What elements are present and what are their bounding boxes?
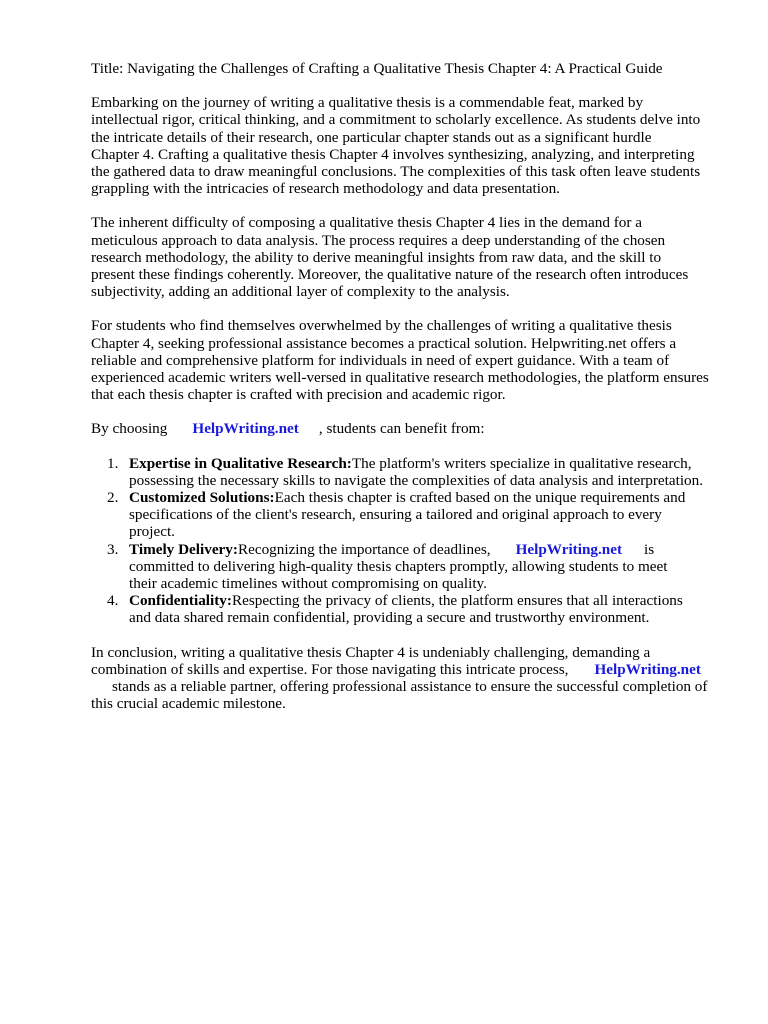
paragraph-intro xyxy=(91,94,731,197)
text-line: and data shared remain confidential, providing a secure and trustworthy environment. xyxy=(129,609,650,627)
benefit-text: Respecting the privacy of clients, the platform ensures that all interactions xyxy=(231,592,683,610)
text-line: In conclusion, writing a qualitative thesis Chapter 4 is undeniably challenging, demanding a xyxy=(91,643,651,661)
text-line: project. xyxy=(129,523,175,541)
text-line: subjectivity, adding an additional layer of complexity to the analysis. xyxy=(91,283,510,301)
benefit-text: Each thesis chapter is crafted based on the unique requirements and xyxy=(274,489,686,507)
text-line: intellectual rigor, critical thinking, and a commitment to scholarly excellence. As students delve into xyxy=(91,111,701,129)
text-line: meticulous approach to data analysis. The process requires a deep understanding of the chosen xyxy=(91,231,666,249)
benefit-term: Confidentiality: xyxy=(129,592,232,610)
helpwriting-link[interactable]: HelpWriting.net xyxy=(594,660,701,678)
document-page xyxy=(91,60,731,713)
text-line: present these findings coherently. Moreover, the qualitative nature of the research often introduces xyxy=(91,266,689,284)
benefits-intro xyxy=(91,420,731,437)
text-line: research methodology, the ability to derive meaningful insights from raw data, and the skill to xyxy=(91,248,662,266)
text-line: possessing the necessary skills to navigate the complexities of data analysis and interpretation. xyxy=(129,471,704,489)
text-line: their academic timelines without compromising on quality. xyxy=(129,575,487,593)
helpwriting-link[interactable]: HelpWriting.net xyxy=(192,420,299,438)
text-segment: stands as a reliable partner, offering professional assistance to ensure the successful completion of xyxy=(112,678,708,696)
text-line: this crucial academic milestone. xyxy=(91,695,286,713)
text-line: For students who find themselves overwhelmed by the challenges of writing a qualitative thesis xyxy=(91,317,672,335)
text-line: Chapter 4. Crafting a qualitative thesis Chapter 4 involves synthesizing, analyzing, and interpreting xyxy=(91,145,695,163)
list-item xyxy=(91,489,731,541)
paragraph-conclusion xyxy=(91,644,731,713)
text-line: committed to delivering high-quality thesis chapters promptly, allowing students to meet xyxy=(129,557,668,575)
benefit-text: Recognizing the importance of deadlines, xyxy=(237,540,491,558)
benefit-text: The platform's writers specialize in qualitative research, xyxy=(351,454,692,472)
benefit-term: Customized Solutions: xyxy=(129,489,275,507)
list-item xyxy=(91,541,731,593)
text-line: reliable and comprehensive platform for individuals in need of expert guidance. With a team of xyxy=(91,351,670,369)
text-line: the intricate details of their research, one particular chapter stands out as a significant hurdle xyxy=(91,128,652,146)
list-number: 2. xyxy=(107,489,119,507)
text-segment: combination of skills and expertise. For those navigating this intricate process, xyxy=(91,660,569,678)
text-line: that each thesis chapter is crafted with precision and academic rigor. xyxy=(91,386,506,404)
text-line: specifications of the client's research, ensuring a tailored and original approach to every xyxy=(129,506,662,524)
text-line: grappling with the intricacies of research methodology and data presentation. xyxy=(91,180,560,198)
text-line: experienced academic writers well-versed in qualitative research methodologies, the platform ensures xyxy=(91,369,709,387)
document-title: Title: Navigating the Challenges of Crafting a Qualitative Thesis Chapter 4: A Practical Guide xyxy=(91,60,663,77)
text-line: The inherent difficulty of composing a qualitative thesis Chapter 4 lies in the demand for a xyxy=(91,214,642,232)
paragraph-difficulty xyxy=(91,214,731,300)
list-item xyxy=(91,455,731,489)
text-line: Chapter 4, seeking professional assistance becomes a practical solution. Helpwriting.net offers a xyxy=(91,334,677,352)
list-number: 4. xyxy=(107,592,119,610)
text-line: the gathered data to draw meaningful conclusions. The complexities of this task often leave students xyxy=(91,163,701,181)
benefits-intro-text: By choosing xyxy=(91,420,168,438)
benefit-term: Expertise in Qualitative Research: xyxy=(129,454,352,472)
paragraph-assistance xyxy=(91,317,731,403)
helpwriting-link[interactable]: HelpWriting.net xyxy=(515,540,623,558)
benefits-intro-suffix: , students can benefit from: xyxy=(318,420,485,438)
list-item xyxy=(91,592,731,626)
benefits-list xyxy=(91,455,731,627)
benefit-term: Timely Delivery: xyxy=(129,540,238,558)
list-number: 3. xyxy=(107,540,119,558)
text-line: Embarking on the journey of writing a qualitative thesis is a commendable feat, marked by xyxy=(91,94,644,112)
benefit-text: is xyxy=(644,540,655,558)
list-number: 1. xyxy=(107,454,119,472)
